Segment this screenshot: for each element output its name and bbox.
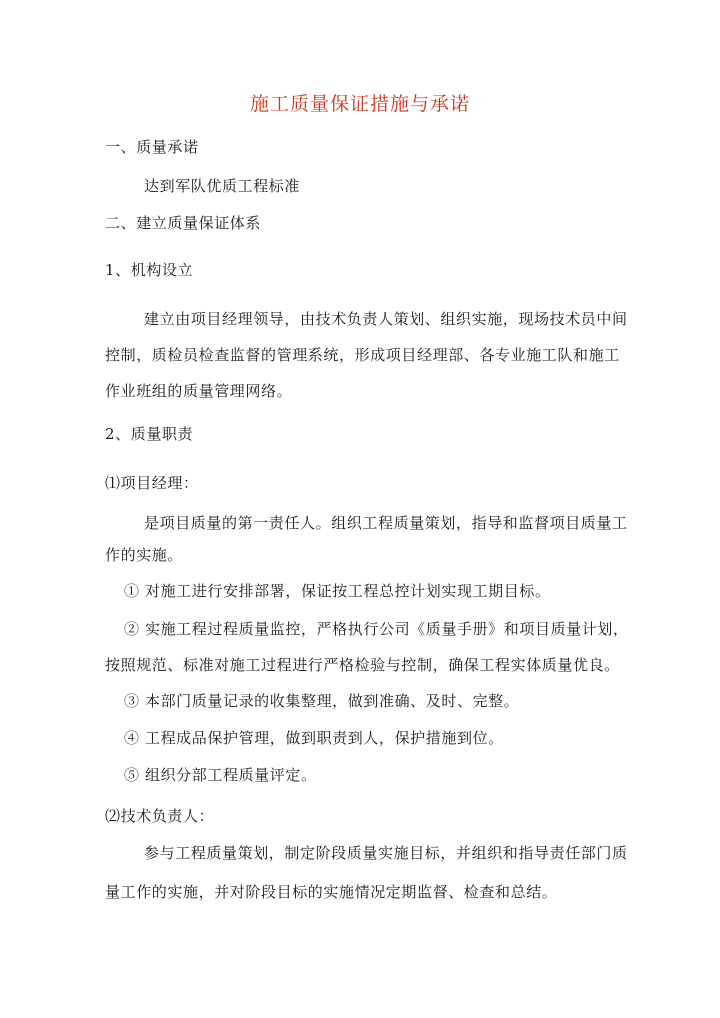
paragraph-line: 控制，质检员检查监督的管理系统，形成项目经理部、各专业施工队和施工 (105, 346, 620, 364)
paragraph-line: 是项目质量的第一责任人。组织工程质量策划，指导和监督项目质量工 (144, 514, 628, 532)
commitment-text: 达到军队优质工程标准 (144, 177, 301, 195)
list-item: ① 对施工进行安排部署，保证按工程总控计划实现工期目标。 (124, 582, 551, 600)
paragraph-line: 作的实施。 (105, 546, 184, 564)
paragraph-line: 量工作的实施，并对阶段目标的实施情况定期监督、检查和总结。 (105, 883, 558, 901)
paragraph-line: 建立由项目经理领导，由技术负责人策划、组织实施，现场技术员中间 (144, 310, 628, 328)
list-item-continuation: 按照规范、标准对施工过程进行严格检验与控制，确保工程实体质量优良。 (105, 656, 620, 674)
list-item: ③ 本部门质量记录的收集整理，做到准确、及时、完整。 (124, 692, 520, 710)
section-heading-quality-commitment: 一、质量承诺 (105, 138, 199, 156)
role-heading-project-manager: ⑴项目经理： (105, 474, 199, 492)
document-title: 施工质量保证措施与承诺 (249, 93, 470, 115)
list-item: ⑤ 组织分部工程质量评定。 (124, 766, 317, 784)
list-item: ④ 工程成品保护管理，做到职责到人，保护措施到位。 (124, 729, 504, 747)
role-heading-technical-lead: ⑵技术负责人： (105, 807, 215, 825)
subsection-heading-responsibilities: 2、质量职责 (105, 425, 194, 443)
list-item: ② 实施工程过程质量监控，严格执行公司《质量手册》和项目质量计划， (124, 620, 629, 638)
paragraph-line: 作业班组的质量管理网络。 (105, 382, 293, 400)
subsection-heading-organization: 1、机构设立 (105, 261, 194, 279)
paragraph-line: 参与工程质量策划，制定阶段质量实施目标，并组织和指导责任部门质 (144, 844, 628, 862)
section-heading-quality-system: 二、建立质量保证体系 (105, 214, 262, 232)
